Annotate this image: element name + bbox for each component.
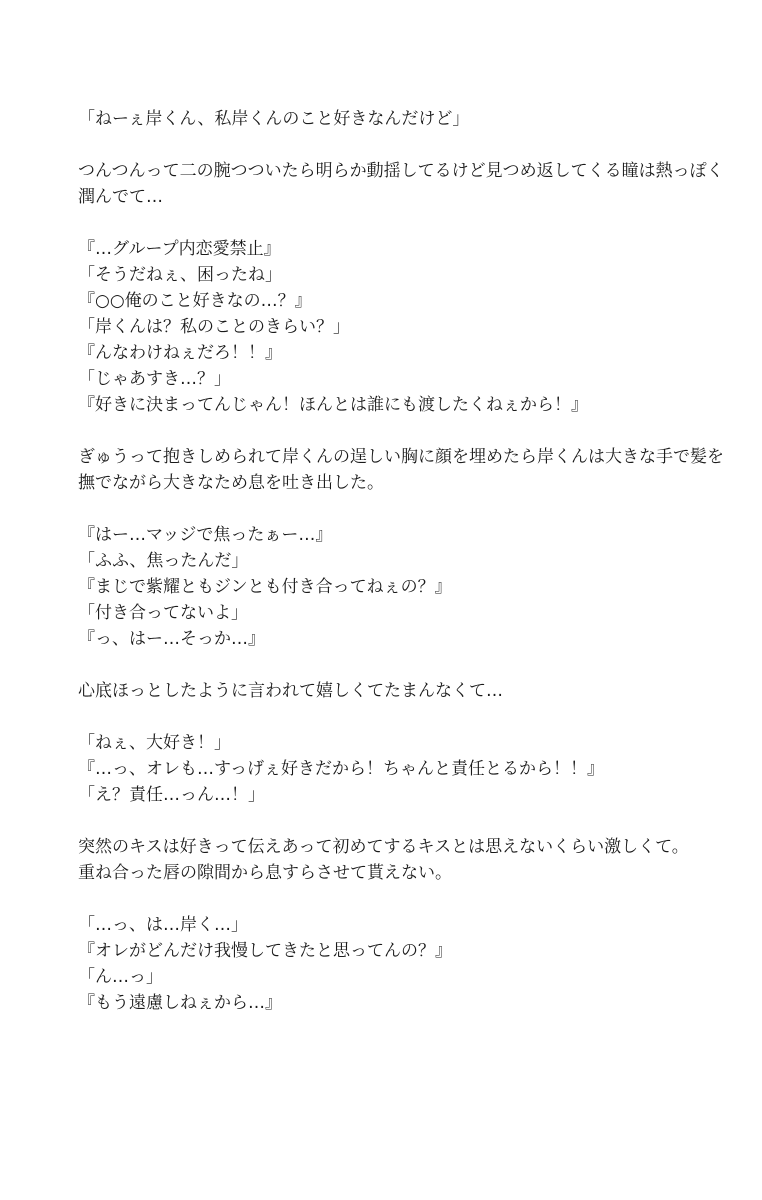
text-line: 『好きに決まってんじゃん！ほんとは誰にも渡したくねぇから！』 [78,395,588,415]
blank-line [78,496,698,522]
blank-line [78,210,698,236]
text-line: 「じゃあすき…？」 [78,369,231,389]
story-text [78,106,724,1016]
blank-line [78,808,698,834]
text-line: 『…グループ内恋愛禁止』 [78,239,281,259]
text-line: 「付き合ってないよ」 [78,603,248,623]
blank-line [78,704,698,730]
text-line: 『っ、はー…そっか…』 [78,629,265,649]
text-line: 潤んでて… [78,187,163,207]
text-line: 「ん…っ」 [78,967,163,987]
text-line: 『○○俺のこと好きなの…？』 [78,291,312,311]
text-line: つんつんって二の腕つついたら明らか動揺してるけど見つめ返してくる瞳は熱っぽく [78,161,724,181]
text-line: 「ねーぇ岸くん、私岸くんのこと好きなんだけど」 [78,109,470,129]
text-line: 撫でながら大きなため息を吐き出した。 [78,473,384,493]
text-line: 重ね合った唇の隙間から息すらさせて貰えない。 [78,863,452,883]
text-line: 『…っ、オレも…すっげぇ好きだから！ちゃんと責任とるから！！』 [78,759,604,779]
text-line: 「そうだねぇ、困ったね」 [78,265,282,285]
text-line: 『んなわけねぇだろ！！』 [78,343,282,363]
blank-line [78,418,698,444]
text-line: 「ねぇ、大好き！」 [78,733,231,753]
text-line: ぎゅうって抱きしめられて岸くんの逞しい胸に顔を埋めたら岸くんは大きな手で髪を [78,447,724,467]
text-line: 『はー…マッジで焦ったぁー…』 [78,525,333,545]
blank-line [78,652,698,678]
text-line: 突然のキスは好きって伝えあって初めてするキスとは思えないくらい激しくて。 [78,837,689,857]
text-line: 『もう遠慮しねぇから…』 [78,993,282,1013]
text-line: 「…っ、は…岸く…」 [78,915,248,935]
text-line: 「ふふ、焦ったんだ」 [78,551,249,571]
text-line: 「岸くんは？私のことのきらい？」 [78,317,350,337]
text-line: 『まじで紫耀ともジンとも付き合ってねぇの？』 [78,577,452,597]
text-line: 「え？責任…っん…！」 [78,785,265,805]
blank-line [78,886,698,912]
text-line: 心底ほっとしたように言われて嬉しくてたまんなくて… [78,681,503,701]
text-line: 『オレがどんだけ我慢してきたと思ってんの？』 [78,941,452,961]
blank-line [78,132,698,158]
